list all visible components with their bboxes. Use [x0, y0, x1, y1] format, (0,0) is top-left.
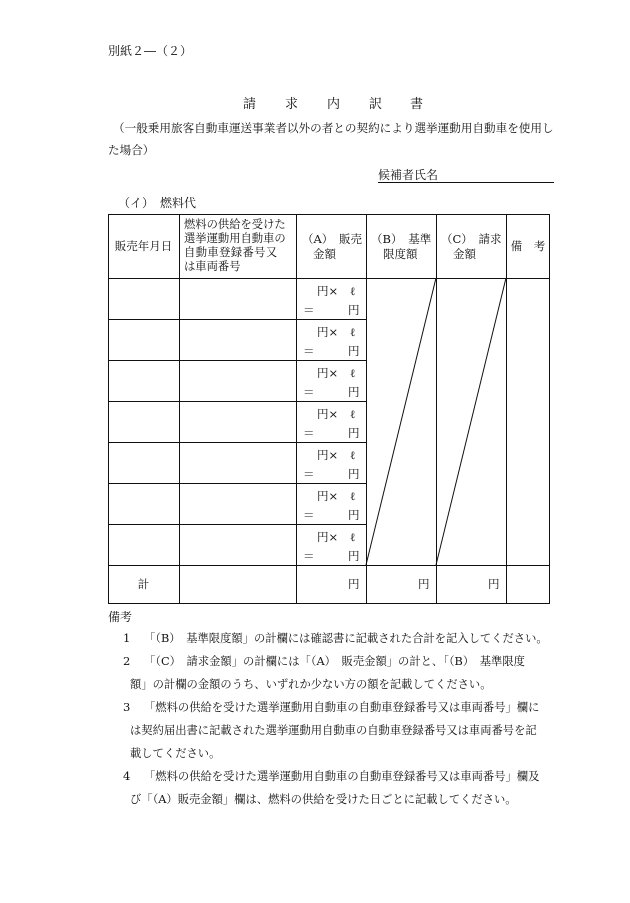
note-text: び「（A）販売金額」欄は、燃料の供給を受けた日ごとに記載してください。: [130, 793, 517, 806]
header-sale-amount: （A） 販売: [302, 232, 363, 246]
header-vehicle-line: 自動車登録番号又: [184, 246, 278, 259]
note-text: は契約届出書に記載された選挙運動用自動車の自動車登録番号又は車両番号を記: [130, 724, 537, 737]
header-sale-amount: 金額: [313, 247, 336, 261]
section-label: （イ） 燃料代: [118, 196, 197, 210]
equals-sign: ＝: [303, 385, 315, 399]
equals-sign: ＝: [303, 344, 315, 358]
note-text: 「（C） 請求金額」の計欄には「（A） 販売金額」の計と、「（B） 基準限度: [144, 655, 525, 668]
note-text: 載してください。: [130, 747, 221, 760]
liter-unit: ℓ: [350, 489, 356, 503]
note-number: 1: [123, 631, 131, 645]
liter-unit: ℓ: [350, 448, 356, 462]
note-number: 3: [123, 700, 131, 714]
yen-unit: 円: [348, 467, 360, 481]
subtitle-line-1: （一般乗用旅客自動車運送事業者以外の者との契約により選挙運動用自動車を使用し: [113, 121, 554, 135]
liter-unit: ℓ: [350, 284, 356, 298]
note-text: 「燃料の供給を受けた選挙運動用自動車の自動車登録番号又は車両番号」欄及: [144, 770, 540, 783]
equals-sign: ＝: [303, 303, 315, 317]
notes-heading: 備考: [108, 610, 133, 624]
liter-unit: ℓ: [350, 366, 356, 380]
yen-unit: 円: [348, 426, 360, 440]
total-a-yen: 円: [348, 577, 360, 591]
yen-times: 円×: [317, 366, 339, 380]
header-vehicle-line: 燃料の供給を受けた: [184, 218, 286, 231]
header-claim-amount: （C） 請求: [441, 232, 502, 246]
title-char: 内: [327, 97, 341, 112]
yen-unit: 円: [348, 303, 360, 317]
yen-times: 円×: [317, 284, 339, 298]
title-char: 求: [285, 97, 299, 112]
total-b-yen: 円: [418, 577, 430, 591]
note-text: 「（B） 基準限度額」の計欄には確認書に記載された合計を記入してください。: [144, 632, 548, 645]
candidate-name-label: 候補者氏名: [378, 168, 439, 182]
header-remarks: 備 考: [510, 239, 546, 253]
equals-sign: ＝: [303, 467, 315, 481]
header-sale-date: 販売年月日: [114, 239, 173, 253]
header-claim-amount: 金額: [453, 247, 476, 261]
header-limit-amount: 限度額: [383, 247, 418, 261]
total-label: 計: [137, 577, 150, 591]
subtitle-line-2: た場合）: [108, 143, 155, 157]
diagonal-b: [366, 278, 436, 565]
title-char: 訳: [369, 97, 383, 112]
yen-times: 円×: [317, 407, 339, 421]
liter-unit: ℓ: [350, 407, 356, 421]
note-number: 4: [123, 769, 131, 783]
header-limit-amount: （B） 基準: [371, 232, 432, 246]
note-text: 「燃料の供給を受けた選挙運動用自動車の自動車登録番号又は車両番号」欄に: [144, 701, 540, 714]
note-text: 額」の計欄の金額のうち、いずれか少ない方の額を記載してください。: [130, 678, 492, 691]
header-vehicle-line: は車両番号: [184, 260, 241, 273]
note-number: 2: [123, 654, 131, 668]
annex-label: 別紙２―（２）: [108, 44, 193, 58]
yen-times: 円×: [317, 530, 339, 544]
yen-unit: 円: [348, 549, 360, 563]
title-char: 請: [243, 97, 257, 112]
header-vehicle-line: 選挙運動用自動車の: [184, 232, 286, 245]
yen-unit: 円: [348, 344, 360, 358]
yen-times: 円×: [317, 325, 339, 339]
liter-unit: ℓ: [350, 325, 356, 339]
equals-sign: ＝: [303, 508, 315, 522]
equals-sign: ＝: [303, 549, 315, 563]
yen-unit: 円: [348, 385, 360, 399]
liter-unit: ℓ: [350, 530, 356, 544]
equals-sign: ＝: [303, 426, 315, 440]
title-char: 書: [410, 97, 424, 112]
yen-times: 円×: [317, 489, 339, 503]
yen-times: 円×: [317, 448, 339, 462]
diagonal-c: [436, 278, 506, 565]
yen-unit: 円: [348, 508, 360, 522]
total-c-yen: 円: [488, 577, 500, 591]
